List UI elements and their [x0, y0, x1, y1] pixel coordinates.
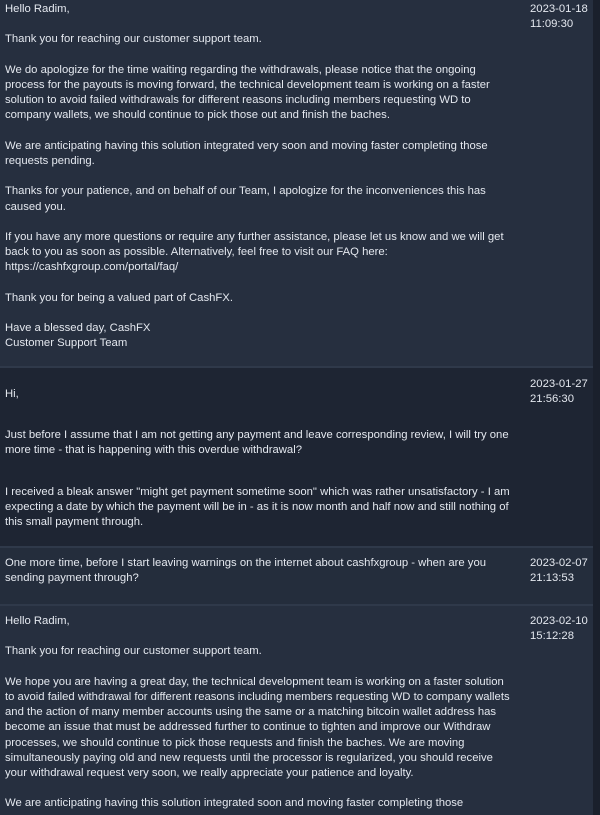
message-timestamp: 2023-02-07 21:13:53 — [530, 557, 588, 585]
message-timestamp: 2023-01-18 11:09:30 — [530, 3, 588, 31]
message-paragraph: One more time, before I start leaving warnings on the internet about cashfxgroup - when are you sending payment through? — [5, 557, 487, 585]
message-paragraph: We do apologize for the time waiting regarding the withdrawals, please notice that the ongoing process for the payouts is moving forward, the technical development team is working on a faster solution to avoid failed withdrawals for different reasons including members requesting WD to company wallets, we should continue to pick those out and finish the baches. — [5, 63, 490, 122]
message-paragraph: Thanks for your patience, and on behalf of our Team, I apologize for the inconveniences this has caused you. — [5, 185, 486, 213]
message-paragraph: Thank you for reaching our customer support team. — [5, 645, 262, 658]
support-message — [0, 606, 593, 815]
message-paragraph: Hi, — [5, 388, 19, 400]
message-paragraph: Hello Radim, — [5, 3, 70, 15]
message-paragraph: Hello Radim, — [5, 615, 70, 627]
message-paragraph: We are anticipating having this solution integrated very soon and moving faster completing those requests pending. — [5, 139, 488, 167]
message-body — [5, 614, 515, 812]
message-body — [5, 387, 515, 530]
message-body — [5, 2, 515, 352]
message-paragraph: I received a bleak answer "might get payment sometime soon" which was rather unsatisfactory - I am expecting a date by which the payment will be in - as it is now month and half now and still nothing of this small payment through. — [5, 485, 510, 529]
message-paragraph: Thank you for being a valued part of CashFX. — [5, 291, 233, 304]
message-timestamp: 2023-01-27 21:56:30 — [530, 378, 588, 406]
message-paragraph: Thank you for reaching our customer support team. — [5, 33, 262, 46]
message-paragraph: We are anticipating having this solution integrated soon and moving faster completing those — [5, 797, 464, 810]
message-timestamp: 2023-02-10 15:12:28 — [530, 615, 588, 643]
support-message — [0, 0, 593, 366]
user-message — [0, 368, 593, 546]
message-paragraph: If you have any more questions or require any further assistance, please let us know and we will get back to you as soon as possible. Alternatively, feel free to visit our FAQ here: https://cashfxgroup.com/portal/faq/ — [5, 230, 504, 274]
user-message — [0, 548, 593, 604]
message-body — [5, 556, 515, 586]
message-paragraph: Have a blessed day, CashFX Customer Support Team — [5, 322, 151, 350]
message-paragraph: We hope you are having a great day, the technical development team is working on a faster solution to avoid failed withdrawal for different reasons including members requesting WD to company wallets and the action of many member accounts using the same or a matching bitcoin wallet address has become an issue that must be addressed further to continue to tighten and improve our Withdraw processes, we should continue to pick those requests and finish the baches. We are moving simultaneously paying old and new requests until the processor is regularized, you should receive your withdrawal request very soon, we really appreciate your patience and loyalty. — [5, 675, 510, 779]
scroll-gutter — [593, 0, 600, 815]
message-paragraph: Just before I assume that I am not getting any payment and leave corresponding review, I will try one more time - that is happening with this overdue withdrawal? — [5, 429, 509, 457]
